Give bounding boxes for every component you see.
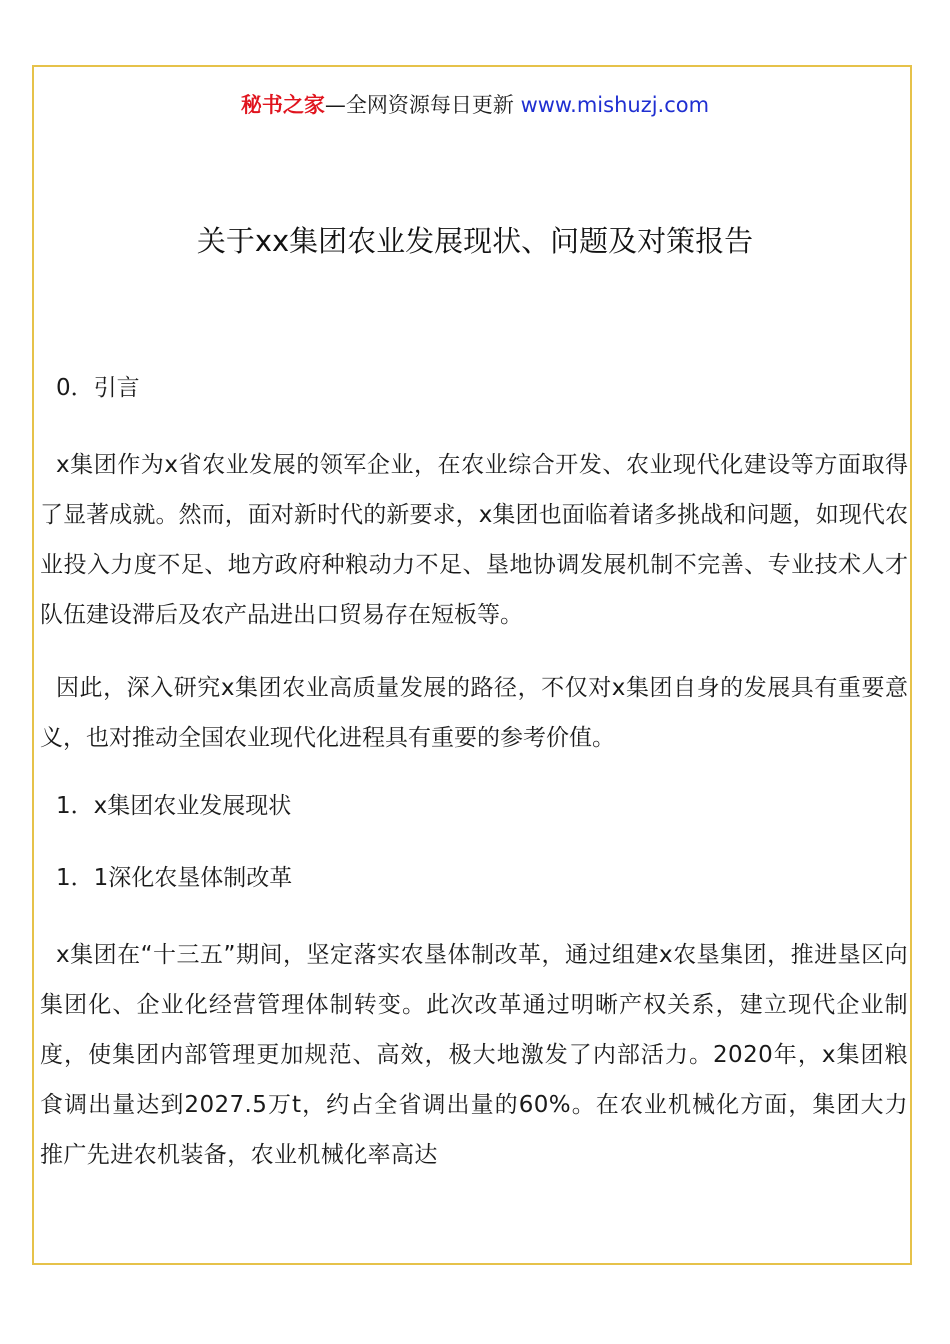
section-heading-status: 1．x集团农业发展现状 xyxy=(56,793,292,819)
section-heading-intro: 0．引言 xyxy=(56,375,140,401)
subsection-heading-reform: 1．1深化农垦体制改革 xyxy=(56,865,293,891)
site-url-link[interactable]: www.mishuzj.com xyxy=(520,93,710,117)
document-title: 关于xx集团农业发展现状、问题及对策报告 xyxy=(196,224,754,258)
site-header xyxy=(0,92,950,118)
paragraph-intro-1: x集团作为x省农业发展的领军企业，在农业综合开发、农业现代化建设等方面取得了显著成就。然而，面对新时代的新要求，x集团也面临着诸多挑战和问题，如现代农业投入力度不足、地方政府种粮动力不足、垦地协调发展机制不完善、专业技术人才队伍建设滞后及农产品进出口贸易存在短板等。 xyxy=(40,452,908,628)
brand-name: 秘书之家 xyxy=(240,93,325,117)
document-body xyxy=(40,368,908,1203)
paragraph-intro-2: 因此，深入研究x集团农业高质量发展的路径，不仅对x集团自身的发展具有重要意义，也对推动全国农业现代化进程具有重要的参考价值。 xyxy=(40,675,908,751)
header-tagline: —全网资源每日更新 xyxy=(324,93,514,117)
paragraph-reform: x集团在“十三五”期间，坚定落实农垦体制改革，通过组建x农垦集团，推进垦区向集团化、企业化经营管理体制转变。此次改革通过明晰产权关系，建立现代企业制度，使集团内部管理更加规范、高效，极大地激发了内部活力。2020年，x集团粮食调出量达到2027.5万t，约占全省调出量的60%。在农业机械化方面，集团大力推广先进农机装备，农业机械化率高达 xyxy=(40,942,908,1168)
